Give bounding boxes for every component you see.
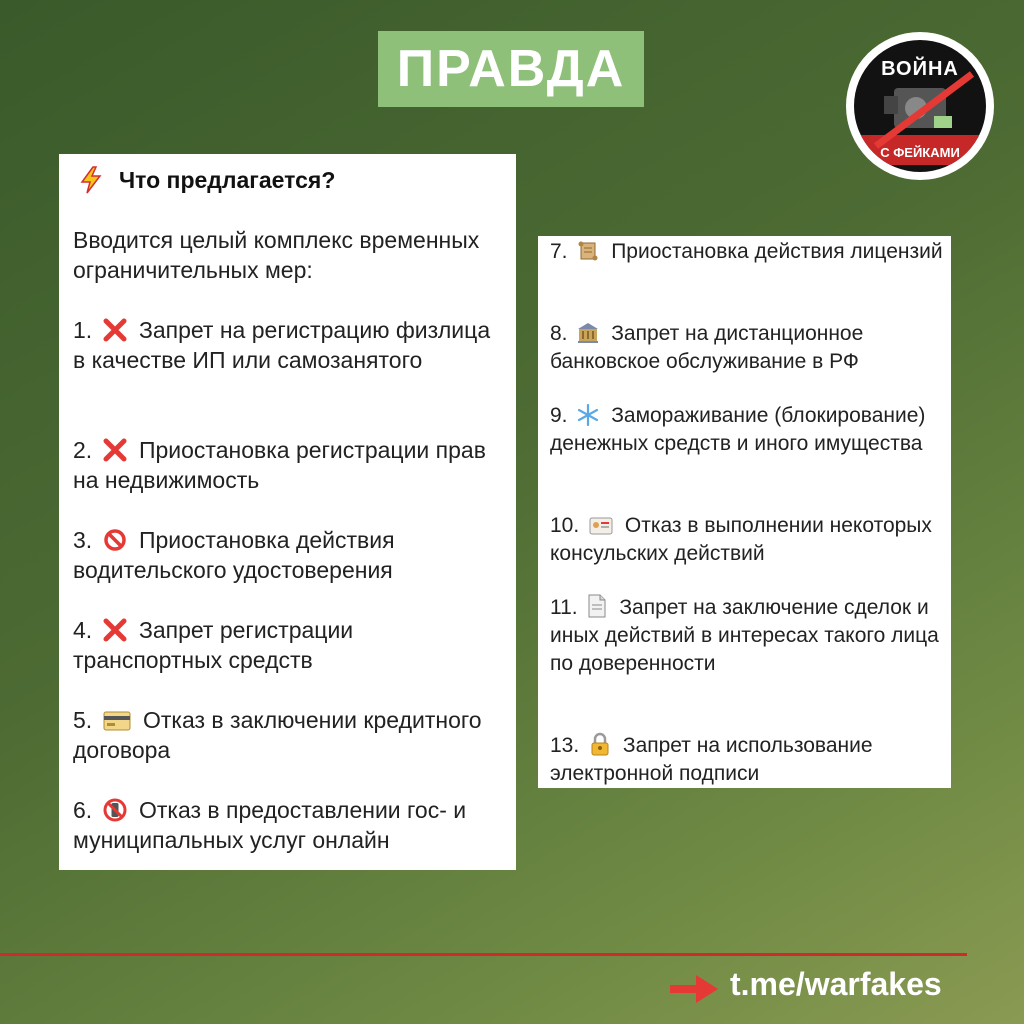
list-item (73, 315, 505, 375)
title-badge-text: ПРАВДА (396, 40, 626, 98)
list-item (550, 238, 945, 266)
section-heading: Что предлагается? (119, 166, 336, 193)
no-mobile-phones-icon (103, 798, 127, 822)
item-text: Замораживание (блокирование) денежных средств и иного имущества (550, 404, 926, 455)
logo-top-text: ВОЙНА (881, 58, 959, 80)
list-item (550, 320, 945, 376)
telegram-link[interactable]: t.me/warfakes (730, 966, 942, 1002)
item-number: 1. (73, 317, 93, 343)
intro-text: Вводится целый комплекс временных ограничительных мер: (73, 227, 480, 283)
item-text: Запрет на заключение сделок и иных действий в интересах такого лица по доверенности (550, 596, 939, 675)
item-number: 9. (550, 404, 568, 427)
item-text: Запрет регистрации транспортных средств (73, 617, 354, 673)
logo-bottom-text: С ФЕЙКАМИ (880, 145, 960, 160)
title-badge (378, 31, 644, 107)
snowflake-icon (577, 404, 599, 426)
list-item (73, 705, 505, 765)
item-number: 10. (550, 514, 580, 537)
list-item (73, 435, 505, 495)
item-number: 11. (550, 596, 578, 619)
item-text: Запрет на дистанционное банковское обслуживание в РФ (550, 322, 864, 373)
item-number: 4. (73, 617, 93, 643)
list-item (550, 594, 945, 678)
list-item (550, 512, 945, 568)
cross-mark-icon (103, 618, 127, 642)
item-number: 5. (73, 707, 93, 733)
cross-mark-icon (103, 318, 127, 342)
item-text: Приостановка регистрации прав на недвижимость (73, 437, 486, 493)
locked-key-icon (589, 732, 611, 756)
item-text: Запрет на использование электронной подписи (550, 734, 873, 785)
item-number: 7. (550, 240, 568, 263)
cross-mark-icon (103, 438, 127, 462)
list-item (73, 525, 505, 585)
item-text: Запрет на регистрацию физлица в качестве ИП или самозанятого (73, 317, 491, 373)
item-number: 2. (73, 437, 93, 463)
lightning-icon (77, 166, 105, 194)
arrow-right-icon (670, 975, 718, 1003)
item-text: Отказ в заключении кредитного договора (73, 707, 482, 763)
footer-divider (0, 953, 967, 956)
measures-card-right (538, 236, 951, 788)
bank-icon (577, 322, 599, 344)
item-number: 6. (73, 797, 93, 823)
list-item (73, 615, 505, 675)
measures-card-left (59, 154, 516, 870)
prohibited-icon (103, 528, 127, 552)
item-text: Приостановка действия водительского удостоверения (73, 527, 395, 583)
credit-card-icon (103, 710, 131, 732)
item-number: 13. (550, 734, 580, 757)
list-item (550, 402, 945, 458)
scroll-icon (577, 240, 599, 262)
item-number: 3. (73, 527, 93, 553)
item-number: 8. (550, 322, 568, 345)
document-icon (587, 594, 607, 618)
id-card-icon (589, 516, 613, 536)
list-item (550, 732, 945, 788)
item-text: Приостановка действия лицензий (611, 240, 943, 263)
item-text: Отказ в выполнении некоторых консульских действий (550, 514, 932, 565)
list-item (73, 795, 505, 855)
voina-s-feikami-logo (846, 32, 994, 180)
item-text: Отказ в предоставлении гос- и муниципальных услуг онлайн (73, 797, 467, 853)
